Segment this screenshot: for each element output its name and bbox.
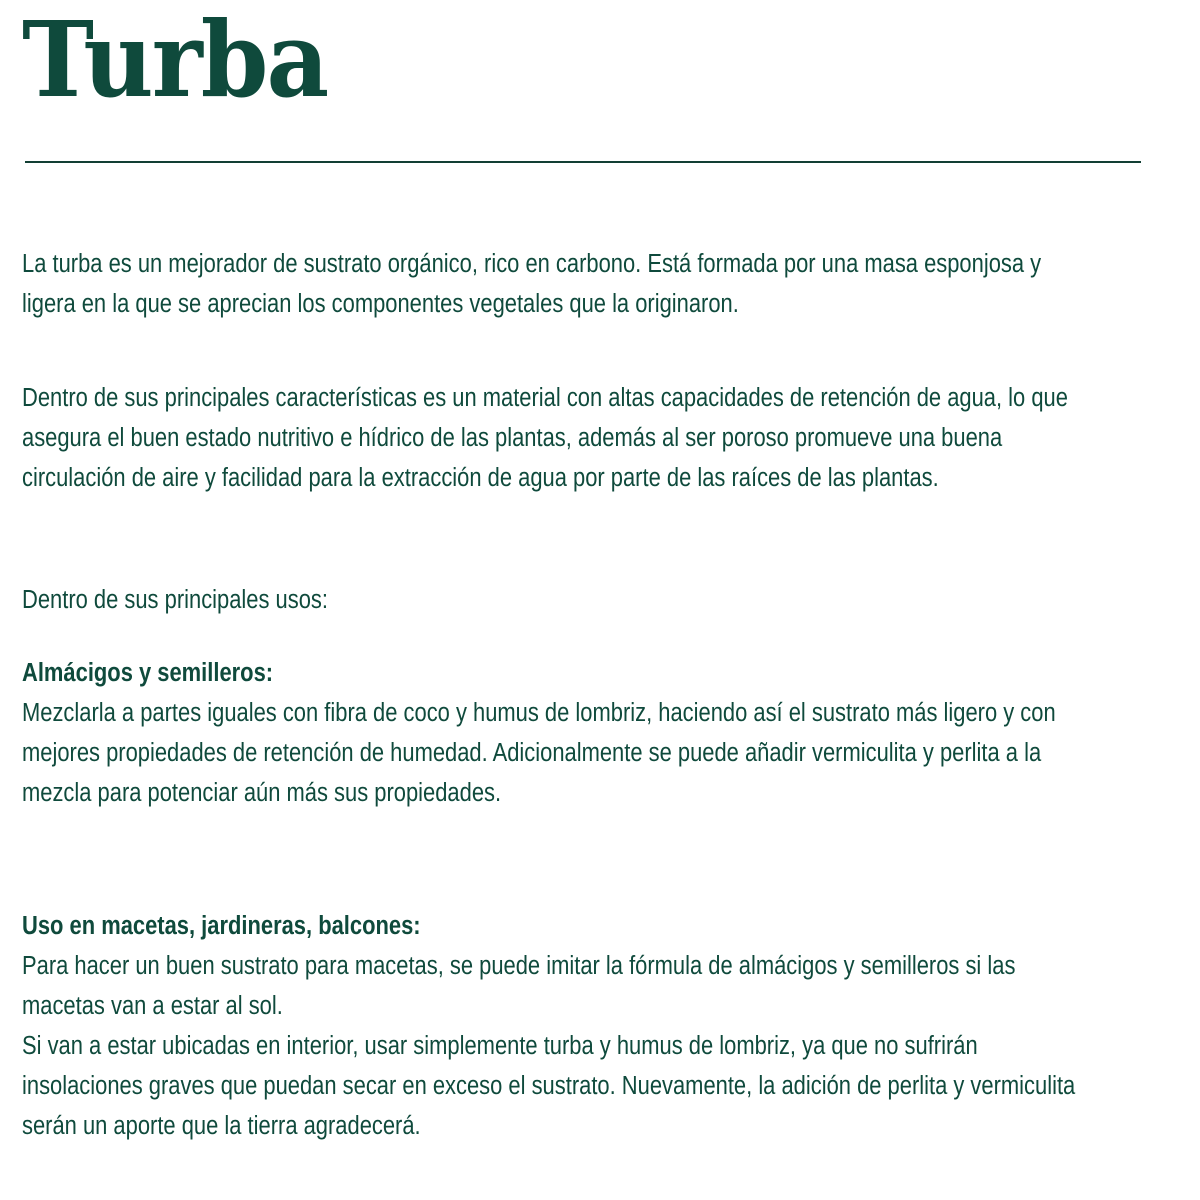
section-line: Para hacer un buen sustrato para macetas, se puede imitar la fórmula de almácigos y semilleros si las — [22, 952, 1016, 980]
page-title: Turba — [22, 0, 328, 121]
use-section-almacigos — [22, 653, 1056, 813]
section-line: macetas van a estar al sol. — [22, 992, 283, 1020]
title-divider — [25, 161, 1141, 163]
uses-intro — [22, 580, 328, 620]
section-line: Si van a estar ubicadas en interior, usar simplemente turba y humus de lombriz, ya que no sufrirán — [22, 1032, 978, 1060]
section-line: mezcla para potenciar aún más sus propiedades. — [22, 779, 502, 807]
characteristics-line: Dentro de sus principales características es un material con altas capacidades de retención de agua, lo que — [22, 384, 1068, 412]
section-heading: Almácigos y semilleros: — [22, 659, 274, 687]
characteristics-paragraph — [22, 378, 1068, 498]
characteristics-line: circulación de aire y facilidad para la extracción de agua por parte de las raíces de las plantas. — [22, 464, 939, 492]
intro-line: La turba es un mejorador de sustrato orgánico, rico en carbono. Está formada por una masa esponjosa y — [22, 250, 1042, 278]
intro-line: ligera en la que se aprecian los componentes vegetales que la originaron. — [22, 290, 739, 318]
section-line: Mezclarla a partes iguales con fibra de coco y humus de lombriz, haciendo así el sustrato más ligero y con — [22, 699, 1056, 727]
intro-paragraph — [22, 244, 1041, 324]
section-line: serán un aporte que la tierra agradecerá. — [22, 1112, 421, 1140]
uses-intro-text: Dentro de sus principales usos: — [22, 586, 328, 614]
section-line: insolaciones graves que puedan secar en exceso el sustrato. Nuevamente, la adición de perlita y vermiculita — [22, 1072, 1076, 1100]
use-section-macetas — [22, 906, 1075, 1146]
section-heading: Uso en macetas, jardineras, balcones: — [22, 912, 421, 940]
section-line: mejores propiedades de retención de humedad. Adicionalmente se puede añadir vermiculita y perlita a la — [22, 739, 1042, 767]
characteristics-line: asegura el buen estado nutritivo e hídrico de las plantas, además al ser poroso promueve una buena — [22, 424, 1003, 452]
